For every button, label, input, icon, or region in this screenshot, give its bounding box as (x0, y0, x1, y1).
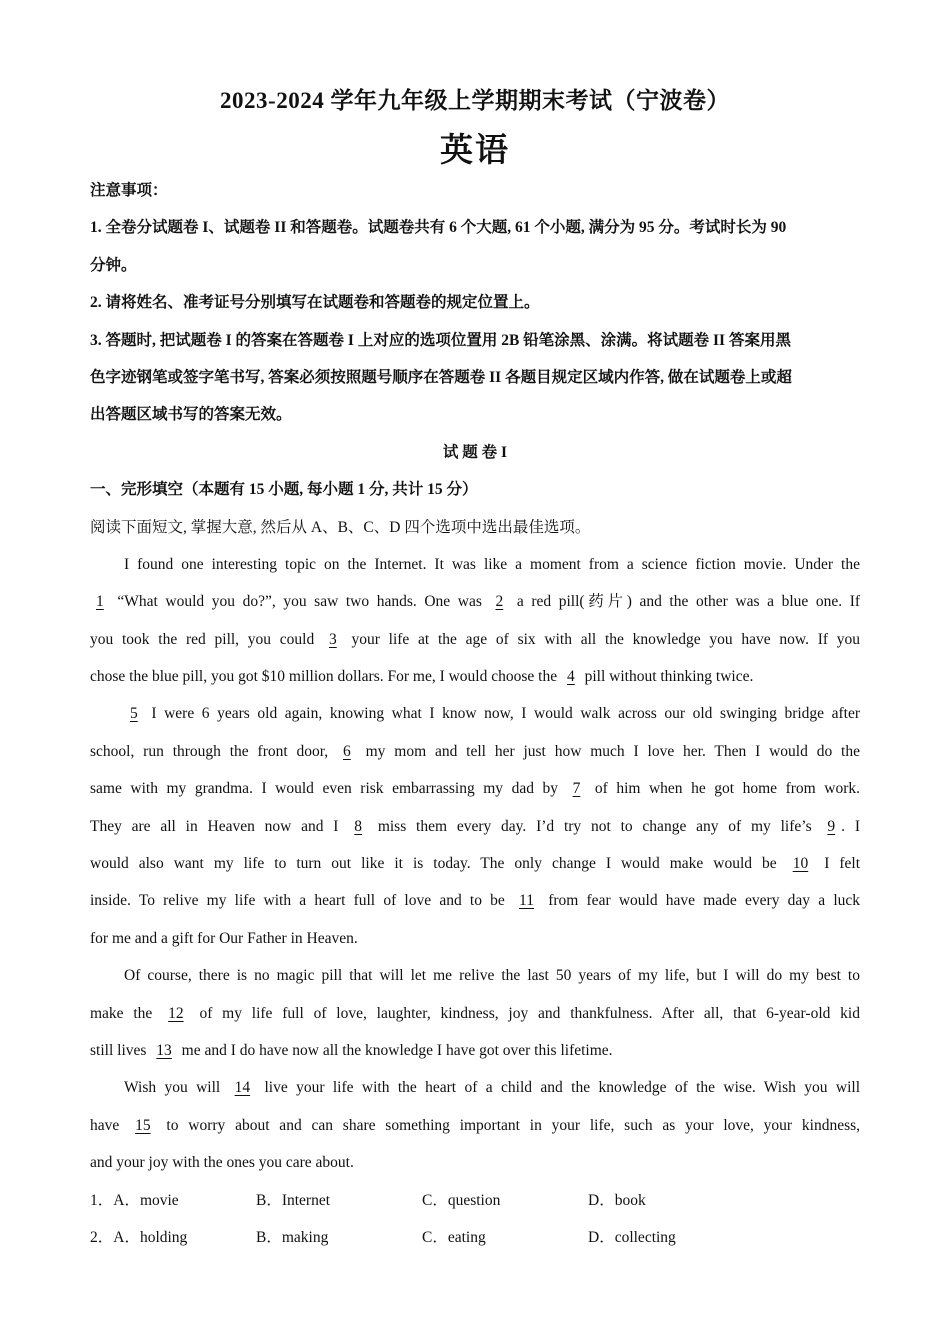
passage-line: and your joy with the ones you care about. (90, 1154, 354, 1172)
passage-line: for me and a gift for Our Father in Heaven. (90, 929, 358, 947)
note-3-line-2: 色字迹钢笔或签字笔书写, 答案必须按照题号顺序在答题卷 II 各题目规定区域内作答, 做在试题卷上或超 (90, 368, 792, 386)
option-1a[interactable]: 1．A．movie (90, 1191, 179, 1209)
paper-one-heading: 试 题 卷 I (442, 443, 508, 461)
note-3-line-1: 3. 答题时, 把试题卷 I 的答案在答题卷 I 上对应的选项位置用 2B 铅笔涂黑、涂满。将试题卷 II 答案用黑 (90, 331, 791, 349)
passage-line: you took the red pill, you could 3 your life at the age of six with all the knowledge you have now. If you (90, 621, 860, 658)
blank-4[interactable]: 4 (566, 668, 575, 686)
passage-line: Wish you will 14 live your life with the heart of a child and the knowledge of the wise. Wish you will (90, 1069, 860, 1106)
option-2b[interactable]: B．making (256, 1228, 329, 1246)
passage-line: chose the blue pill, you got $10 million dollars. For me, I would choose the 4 pill without thinking twice. (90, 658, 860, 695)
passage-line: 1 “What would you do?”, you saw two hands. One was 2 a red pill(药片) and the other was a blue one. If (90, 583, 860, 620)
exam-title: 2023-2024 学年九年级上学期期末考试（宁波卷） (220, 88, 730, 113)
passage-line: same with my grandma. I would even risk embarrassing my dad by 7 of him when he got home from work. (90, 770, 860, 807)
blank-11[interactable]: 11 (519, 892, 534, 910)
passage-line: have 15 to worry about and can share something important in your life, such as your love, your kindness, (90, 1107, 860, 1144)
passage-line: make the 12 of my life full of love, laughter, kindness, joy and thankfulness. After all, that 6-year-old kid (90, 995, 860, 1032)
blank-1[interactable]: 1 (96, 593, 104, 611)
blank-3[interactable]: 3 (329, 630, 337, 648)
note-3-line-3: 出答题区域书写的答案无效。 (90, 406, 292, 424)
option-1d[interactable]: D．book (588, 1191, 646, 1209)
question-2-options (90, 1219, 860, 1256)
option-2c[interactable]: C．eating (422, 1228, 486, 1246)
blank-2[interactable]: 2 (495, 593, 504, 611)
option-1b[interactable]: B．Internet (256, 1191, 331, 1209)
note-1-line-1: 1. 全卷分试题卷 I、试题卷 II 和答题卷。试题卷共有 6 个大题, 61 个小题, 满分为 95 分。考试时长为 90 (90, 219, 787, 237)
blank-6[interactable]: 6 (343, 742, 351, 760)
blank-5[interactable]: 5 (130, 705, 138, 723)
option-1c[interactable]: C．question (422, 1191, 501, 1209)
passage-line: school, run through the front door, 6 my mom and tell her just how much I love her. Then I would do the (90, 733, 860, 770)
option-2a[interactable]: 2．A．holding (90, 1228, 188, 1246)
subject-title: 英语 (440, 133, 510, 169)
option-2d[interactable]: D．collecting (588, 1228, 676, 1246)
notes-heading: 注意事项： (90, 182, 168, 199)
passage-line: still lives 13 me and I do have now all the knowledge I have got over this lifetime. (90, 1032, 860, 1069)
blank-7[interactable]: 7 (572, 780, 581, 798)
blank-9[interactable]: 9 (827, 817, 836, 835)
blank-12[interactable]: 12 (168, 1004, 184, 1022)
exam-content (90, 172, 860, 1256)
note-2: 2. 请将姓名、准考证号分别填写在试题卷和答题卷的规定位置上。 (90, 294, 540, 312)
part-one-instruction: 阅读下面短文, 掌握大意, 然后从 A、B、C、D 四个选项中选出最佳选项。 (90, 518, 591, 536)
blank-13[interactable]: 13 (156, 1041, 172, 1059)
part-one-heading: 一、完形填空（本题有 15 小题, 每小题 1 分, 共计 15 分） (90, 481, 478, 499)
passage-line: I found one interesting topic on the Internet. It was like a moment from a science fiction movie. Under the (124, 555, 860, 573)
blank-14[interactable]: 14 (234, 1079, 251, 1097)
passage-line: inside. To relive my life with a heart full of love and to be 11 from fear would have made every day a luck (90, 882, 860, 919)
passage-line: would also want my life to turn out like it is today. The only change I would make would be 10 I felt (90, 845, 860, 882)
question-1-options (90, 1182, 860, 1219)
note-1-line-2: 分钟。 (90, 256, 137, 274)
blank-10[interactable]: 10 (792, 855, 809, 873)
blank-15[interactable]: 15 (135, 1116, 151, 1134)
passage-line: They are all in Heaven now and I 8 miss them every day. I’d try not to change any of my life’s 9 . I (90, 808, 860, 845)
passage-line: 5 I were 6 years old again, knowing what I know now, I would walk across our old swinging bridge after (90, 695, 860, 732)
cloze-passage (90, 546, 860, 1182)
blank-8[interactable]: 8 (354, 817, 363, 835)
passage-line: Of course, there is no magic pill that will let me relive the last 50 years of my life, but I will do my best to (124, 967, 860, 985)
